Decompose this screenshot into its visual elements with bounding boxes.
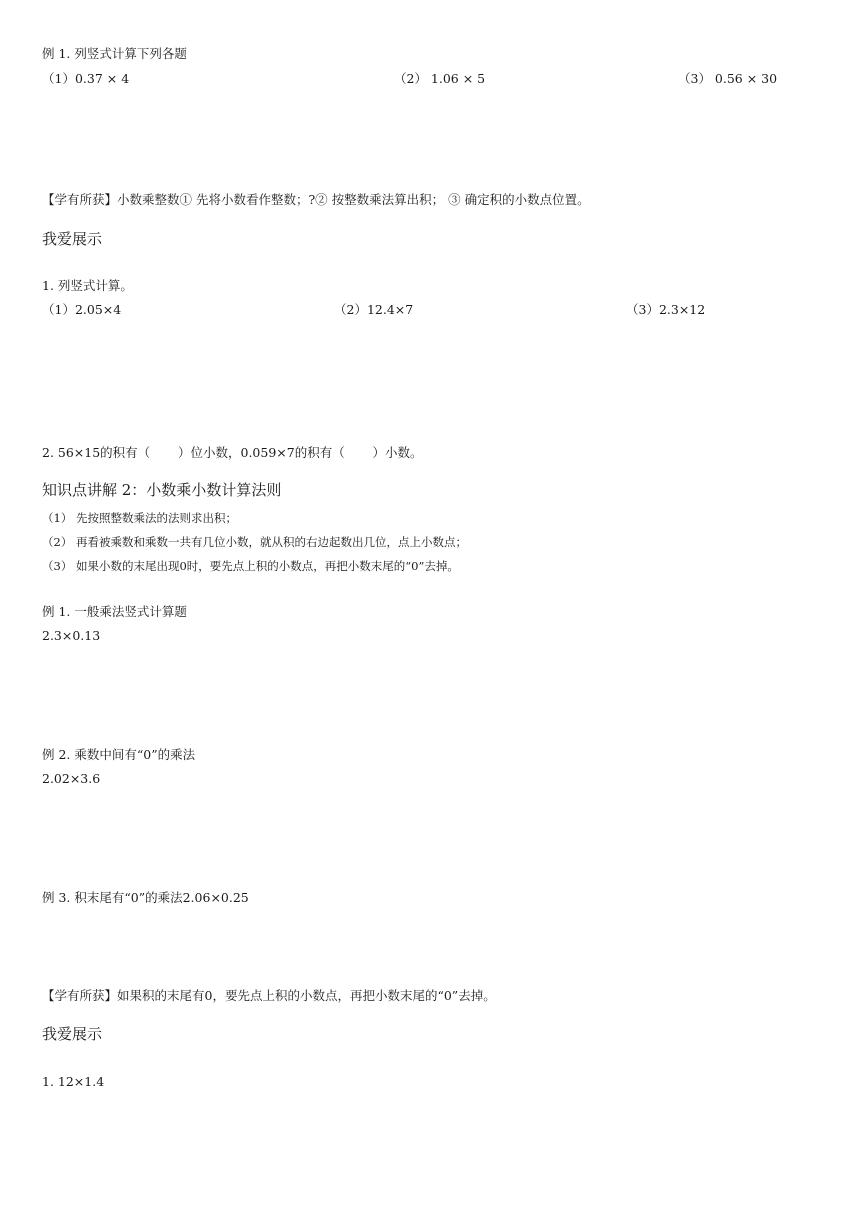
- k2-example-1-expr: 2.3×0.13: [42, 628, 101, 643]
- k2-example-1-title: 例 1. 一般乘法竖式计算题: [42, 604, 187, 619]
- k2-example-3: 例 3. 积末尾有“0”的乘法2.06×0.25: [42, 890, 249, 905]
- example-1-problems: [42, 71, 822, 87]
- show-heading-1: 我爱展示: [42, 230, 103, 248]
- rule-2: （2） 再看被乘数和乘数一共有几位小数，就从积的右边起数出几位，点上小数点；: [42, 535, 467, 549]
- show1-q1-items: [42, 302, 822, 318]
- show1-q2: 2. 56×15的积有（ ）位小数，0.059×7的积有（ ）小数。: [42, 445, 423, 460]
- show-heading-2: 我爱展示: [42, 1025, 103, 1043]
- rule-3: （3） 如果小数的末尾出现0时，要先点上积的小数点，再把小数末尾的“0”去掉。: [42, 559, 459, 573]
- k2-example-2-title: 例 2. 乘数中间有“0”的乘法: [42, 747, 196, 762]
- show2-q1: 1. 12×1.4: [42, 1074, 105, 1089]
- problem-3: （3） 0.56 × 30: [678, 71, 778, 86]
- show1-item-3: （3）2.3×12: [626, 302, 706, 317]
- knowledge-2-heading: 知识点讲解 2：小数乘小数计算法则: [42, 481, 282, 499]
- problem-2: （2） 1.06 × 5: [394, 71, 486, 86]
- rule-1: （1） 先按照整数乘法的法则求出积；: [42, 511, 237, 525]
- k2-example-2-expr: 2.02×3.6: [42, 771, 101, 786]
- summary-2: 【学有所获】如果积的末尾有0，要先点上积的小数点，再把小数末尾的“0”去掉。: [42, 988, 496, 1003]
- problem-1: （1）0.37 × 4: [42, 71, 130, 86]
- example-1-title: 例 1. 列竖式计算下列各题: [42, 46, 187, 61]
- show1-item-2: （2）12.4×7: [334, 302, 414, 317]
- summary-1: 【学有所获】小数乘整数① 先将小数看作整数；?② 按整数乘法算出积； ③ 确定积的小数点位置。: [42, 192, 590, 207]
- show1-item-1: （1）2.05×4: [42, 302, 122, 317]
- show1-q1-title: 1. 列竖式计算。: [42, 278, 133, 293]
